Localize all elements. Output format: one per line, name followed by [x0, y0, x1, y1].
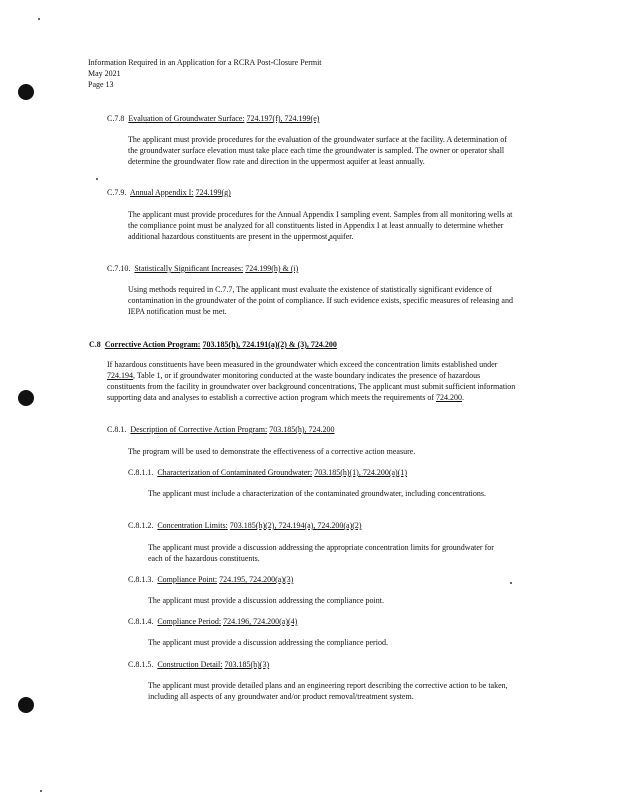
- section-body-c811: The applicant must include a characterization of the contaminated groundwater, including concentrations.: [148, 489, 486, 498]
- body-text: If hazardous constituents have been measured in the groundwater which exceed the concentration limits established under: [107, 360, 498, 369]
- section-title: Evaluation of Groundwater Surface:: [128, 114, 245, 123]
- section-refs: 703.185(h)(1), 724.200(a)(1): [314, 468, 408, 477]
- header-date: May 2021: [88, 69, 121, 78]
- section-heading-c811: [128, 467, 407, 478]
- section-title: Compliance Period:: [157, 617, 222, 626]
- punch-hole-bottom: [18, 697, 34, 713]
- section-heading-c710: [107, 263, 298, 274]
- section-heading-c79: [107, 187, 231, 198]
- section-body-c815: The applicant must provide detailed plans and an engineering report describing the corrective action to be taken, including all aspects of any groundwater and/or product removal/treatment system.: [148, 681, 508, 701]
- section-number: C.8.1.1.: [128, 468, 154, 477]
- section-body-c8: [107, 359, 517, 403]
- section-refs: 703.185(h), 724.191(a)(2) & (3), 724.200: [202, 340, 337, 349]
- page-header: [88, 57, 322, 90]
- section-refs: 724.199(h) & (i): [245, 264, 299, 273]
- section-number: C.8.1.2.: [128, 521, 154, 530]
- section-number: C.7.8: [107, 114, 125, 123]
- section-heading-c8: [89, 339, 337, 350]
- punch-hole-middle: [18, 390, 34, 406]
- section-number: C.7.10.: [107, 264, 131, 273]
- body-ref: 724.200: [436, 393, 463, 402]
- header-page-number: Page 13: [88, 80, 114, 89]
- section-refs: 703.185(h)(3): [224, 660, 270, 669]
- section-heading-c78: [107, 113, 319, 124]
- scan-speck: [510, 582, 512, 584]
- section-refs: 724.197(f), 724.199(e): [246, 114, 320, 123]
- section-number: C.8: [89, 340, 101, 349]
- section-title: Characterization of Contaminated Groundwater:: [157, 468, 313, 477]
- section-body-c814: The applicant must provide a discussion addressing the compliance period.: [148, 638, 388, 647]
- body-text: .: [462, 393, 465, 402]
- section-title: Corrective Action Program:: [104, 340, 201, 349]
- section-refs: 724.199(g): [195, 188, 231, 197]
- section-body-c812: The applicant must provide a discussion addressing the appropriate concentration limits for groundwater for each of the hazardous constituents.: [148, 543, 494, 563]
- section-title: Concentration Limits:: [157, 521, 228, 530]
- scan-speck: [40, 790, 42, 792]
- header-title: Information Required in an Application for a RCRA Post-Closure Permit: [88, 58, 322, 67]
- section-refs: 724.195, 724.200(a)(3): [219, 575, 294, 584]
- section-number: C.8.1.3.: [128, 575, 154, 584]
- section-title: Statistically Significant Increases:: [134, 264, 244, 273]
- section-heading-c815: [128, 659, 269, 670]
- scan-speck: [38, 18, 40, 20]
- scan-speck: [96, 178, 98, 180]
- section-refs: 703.185(h), 724.200: [269, 425, 335, 434]
- section-body-c81: The program will be used to demonstrate the effectiveness of a corrective action measure.: [128, 447, 416, 456]
- section-heading-c812: [128, 520, 362, 531]
- section-body-c813: The applicant must provide a discussion addressing the compliance point.: [148, 596, 384, 605]
- section-body-c79: The applicant must provide procedures for the Annual Appendix I sampling event. Samples from all monitoring wells at the compliance point must be analyzed for all constituents listed in Appendix I at least annually to determine whether additional hazardous constituents are present in the uppermost aquifer.: [128, 210, 513, 241]
- section-body-c710: Using methods required in C.7.7, The applicant must evaluate the existence of statistically significant evidence of contamination in the groundwater of the point of compliance. If such evidence exists, specific measures of releasing and IEPA notification must be met.: [128, 285, 513, 316]
- body-ref: 724.194: [107, 371, 133, 380]
- section-number: C.8.1.4.: [128, 617, 154, 626]
- section-title: Compliance Point:: [157, 575, 218, 584]
- section-number: C.8.1.5.: [128, 660, 154, 669]
- section-refs: 703.185(h)(2), 724.194(a), 724.200(a)(2): [229, 521, 362, 530]
- section-refs: 724.196, 724.200(a)(4): [223, 617, 298, 626]
- section-number: C.8.1.: [107, 425, 127, 434]
- section-body-c78: The applicant must provide procedures for the evaluation of the groundwater surface at the facility. A determination of the groundwater surface elevation must take place each time the groundwater is sampled. The owner or operator shall determine the groundwater flow rate and direction in the uppermost aquifer at least annually.: [128, 135, 507, 166]
- section-heading-c813: [128, 574, 293, 585]
- section-number: C.7.9.: [107, 188, 127, 197]
- section-heading-c814: [128, 616, 297, 627]
- section-heading-c81: [107, 424, 335, 435]
- section-title: Description of Corrective Action Program:: [130, 425, 268, 434]
- punch-hole-top: [18, 84, 34, 100]
- body-text: , Table 1, or if groundwater monitoring conducted at the waste boundary indicates the presence of hazardous constituents from the facility in groundwater over background concentrations, The applicant must submit sufficient information supporting data and analyses to establish a corrective action program which meets the requirements of: [107, 371, 516, 402]
- section-title: Construction Detail:: [157, 660, 223, 669]
- section-title: Annual Appendix I:: [129, 188, 194, 197]
